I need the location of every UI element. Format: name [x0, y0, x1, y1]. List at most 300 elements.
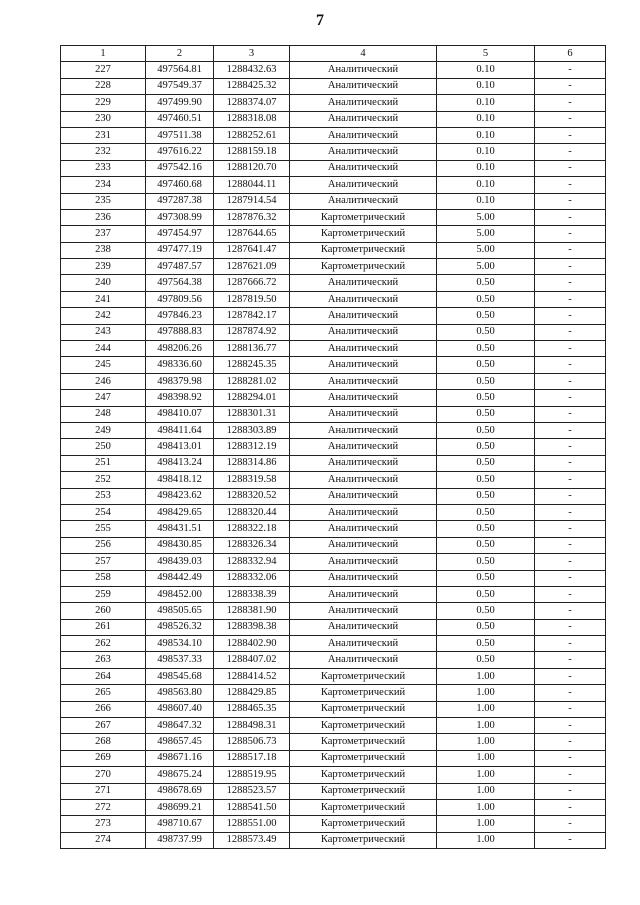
table-row [61, 259, 606, 275]
method-cell: Картометрический [290, 718, 437, 734]
table-body [61, 62, 606, 849]
accuracy-cell: 0.10 [437, 62, 535, 78]
method-cell: Аналитический [290, 308, 437, 324]
method-cell: Картометрический [290, 783, 437, 799]
x-coordinate-cell: 498413.01 [146, 439, 214, 455]
note-cell: - [535, 357, 606, 373]
table-row [61, 439, 606, 455]
point-number-cell: 268 [61, 734, 146, 750]
table-row [61, 373, 606, 389]
x-coordinate-cell: 498647.32 [146, 718, 214, 734]
y-coordinate-cell: 1287842.17 [214, 308, 290, 324]
note-cell: - [535, 62, 606, 78]
column-header: 5 [437, 46, 535, 62]
accuracy-cell: 5.00 [437, 259, 535, 275]
table-row [61, 275, 606, 291]
method-cell: Аналитический [290, 177, 437, 193]
y-coordinate-cell: 1288465.35 [214, 701, 290, 717]
y-coordinate-cell: 1287874.92 [214, 324, 290, 340]
accuracy-cell: 1.00 [437, 734, 535, 750]
note-cell: - [535, 767, 606, 783]
y-coordinate-cell: 1288312.19 [214, 439, 290, 455]
point-number-cell: 252 [61, 472, 146, 488]
table-row [61, 209, 606, 225]
point-number-cell: 256 [61, 537, 146, 553]
note-cell: - [535, 259, 606, 275]
table-row [61, 472, 606, 488]
x-coordinate-cell: 498699.21 [146, 799, 214, 815]
point-number-cell: 253 [61, 488, 146, 504]
method-cell: Аналитический [290, 554, 437, 570]
note-cell: - [535, 455, 606, 471]
y-coordinate-cell: 1288314.86 [214, 455, 290, 471]
x-coordinate-cell: 497499.90 [146, 95, 214, 111]
accuracy-cell: 1.00 [437, 701, 535, 717]
table-row [61, 521, 606, 537]
point-number-cell: 262 [61, 636, 146, 652]
point-number-cell: 239 [61, 259, 146, 275]
note-cell: - [535, 242, 606, 258]
point-number-cell: 241 [61, 291, 146, 307]
x-coordinate-cell: 498430.85 [146, 537, 214, 553]
point-number-cell: 230 [61, 111, 146, 127]
point-number-cell: 233 [61, 160, 146, 176]
table-row [61, 570, 606, 586]
y-coordinate-cell: 1288407.02 [214, 652, 290, 668]
method-cell: Аналитический [290, 160, 437, 176]
method-cell: Картометрический [290, 668, 437, 684]
table-row [61, 685, 606, 701]
y-coordinate-cell: 1288332.94 [214, 554, 290, 570]
y-coordinate-cell: 1288332.06 [214, 570, 290, 586]
point-number-cell: 250 [61, 439, 146, 455]
method-cell: Аналитический [290, 291, 437, 307]
x-coordinate-cell: 498671.16 [146, 750, 214, 766]
method-cell: Аналитический [290, 472, 437, 488]
table-row [61, 767, 606, 783]
y-coordinate-cell: 1288398.38 [214, 619, 290, 635]
x-coordinate-cell: 497564.81 [146, 62, 214, 78]
note-cell: - [535, 127, 606, 143]
point-number-cell: 263 [61, 652, 146, 668]
x-coordinate-cell: 498429.65 [146, 504, 214, 520]
table-row [61, 701, 606, 717]
y-coordinate-cell: 1288322.18 [214, 521, 290, 537]
note-cell: - [535, 652, 606, 668]
point-number-cell: 271 [61, 783, 146, 799]
table-row [61, 111, 606, 127]
point-number-cell: 264 [61, 668, 146, 684]
note-cell: - [535, 619, 606, 635]
x-coordinate-cell: 498439.03 [146, 554, 214, 570]
table-row [61, 619, 606, 635]
x-coordinate-cell: 498452.00 [146, 586, 214, 602]
note-cell: - [535, 799, 606, 815]
x-coordinate-cell: 497477.19 [146, 242, 214, 258]
note-cell: - [535, 668, 606, 684]
y-coordinate-cell: 1288294.01 [214, 390, 290, 406]
accuracy-cell: 0.50 [437, 341, 535, 357]
column-header: 4 [290, 46, 437, 62]
method-cell: Аналитический [290, 521, 437, 537]
method-cell: Аналитический [290, 324, 437, 340]
note-cell: - [535, 422, 606, 438]
y-coordinate-cell: 1288320.44 [214, 504, 290, 520]
method-cell: Картометрический [290, 799, 437, 815]
y-coordinate-cell: 1287914.54 [214, 193, 290, 209]
accuracy-cell: 0.50 [437, 504, 535, 520]
method-cell: Аналитический [290, 341, 437, 357]
y-coordinate-cell: 1288159.18 [214, 144, 290, 160]
note-cell: - [535, 308, 606, 324]
method-cell: Картометрический [290, 767, 437, 783]
y-coordinate-cell: 1288506.73 [214, 734, 290, 750]
point-number-cell: 247 [61, 390, 146, 406]
accuracy-cell: 0.10 [437, 127, 535, 143]
x-coordinate-cell: 497888.83 [146, 324, 214, 340]
x-coordinate-cell: 498505.65 [146, 603, 214, 619]
method-cell: Картометрический [290, 226, 437, 242]
method-cell: Аналитический [290, 78, 437, 94]
x-coordinate-cell: 498710.67 [146, 816, 214, 832]
accuracy-cell: 0.50 [437, 472, 535, 488]
note-cell: - [535, 685, 606, 701]
y-coordinate-cell: 1288402.90 [214, 636, 290, 652]
point-number-cell: 272 [61, 799, 146, 815]
method-cell: Картометрический [290, 209, 437, 225]
note-cell: - [535, 144, 606, 160]
y-coordinate-cell: 1288318.08 [214, 111, 290, 127]
point-number-cell: 248 [61, 406, 146, 422]
note-cell: - [535, 586, 606, 602]
method-cell: Картометрический [290, 701, 437, 717]
method-cell: Картометрический [290, 734, 437, 750]
accuracy-cell: 1.00 [437, 832, 535, 848]
table-row [61, 832, 606, 848]
x-coordinate-cell: 498413.24 [146, 455, 214, 471]
point-number-cell: 227 [61, 62, 146, 78]
x-coordinate-cell: 498675.24 [146, 767, 214, 783]
method-cell: Аналитический [290, 373, 437, 389]
table-row [61, 291, 606, 307]
x-coordinate-cell: 498442.49 [146, 570, 214, 586]
method-cell: Аналитический [290, 144, 437, 160]
accuracy-cell: 0.50 [437, 619, 535, 635]
accuracy-cell: 1.00 [437, 799, 535, 815]
column-header: 3 [214, 46, 290, 62]
note-cell: - [535, 209, 606, 225]
method-cell: Аналитический [290, 570, 437, 586]
note-cell: - [535, 472, 606, 488]
method-cell: Аналитический [290, 406, 437, 422]
accuracy-cell: 0.10 [437, 177, 535, 193]
x-coordinate-cell: 498418.12 [146, 472, 214, 488]
x-coordinate-cell: 498657.45 [146, 734, 214, 750]
y-coordinate-cell: 1288374.07 [214, 95, 290, 111]
table-row [61, 242, 606, 258]
point-number-cell: 235 [61, 193, 146, 209]
point-number-cell: 273 [61, 816, 146, 832]
y-coordinate-cell: 1288414.52 [214, 668, 290, 684]
y-coordinate-cell: 1287819.50 [214, 291, 290, 307]
table-row [61, 177, 606, 193]
x-coordinate-cell: 497846.23 [146, 308, 214, 324]
note-cell: - [535, 750, 606, 766]
accuracy-cell: 0.50 [437, 275, 535, 291]
point-number-cell: 244 [61, 341, 146, 357]
note-cell: - [535, 488, 606, 504]
y-coordinate-cell: 1287621.09 [214, 259, 290, 275]
accuracy-cell: 1.00 [437, 767, 535, 783]
table-row [61, 357, 606, 373]
point-number-cell: 243 [61, 324, 146, 340]
table-row [61, 226, 606, 242]
coordinates-table [60, 45, 606, 849]
method-cell: Аналитический [290, 390, 437, 406]
point-number-cell: 251 [61, 455, 146, 471]
method-cell: Картометрический [290, 242, 437, 258]
accuracy-cell: 5.00 [437, 209, 535, 225]
column-header: 6 [535, 46, 606, 62]
x-coordinate-cell: 498607.40 [146, 701, 214, 717]
x-coordinate-cell: 498431.51 [146, 521, 214, 537]
accuracy-cell: 0.50 [437, 406, 535, 422]
y-coordinate-cell: 1288044.11 [214, 177, 290, 193]
note-cell: - [535, 275, 606, 291]
method-cell: Аналитический [290, 504, 437, 520]
accuracy-cell: 0.50 [437, 521, 535, 537]
x-coordinate-cell: 498336.60 [146, 357, 214, 373]
x-coordinate-cell: 498545.68 [146, 668, 214, 684]
y-coordinate-cell: 1287876.32 [214, 209, 290, 225]
note-cell: - [535, 521, 606, 537]
method-cell: Аналитический [290, 193, 437, 209]
point-number-cell: 255 [61, 521, 146, 537]
y-coordinate-cell: 1288303.89 [214, 422, 290, 438]
y-coordinate-cell: 1288551.00 [214, 816, 290, 832]
x-coordinate-cell: 497460.51 [146, 111, 214, 127]
point-number-cell: 265 [61, 685, 146, 701]
x-coordinate-cell: 497454.97 [146, 226, 214, 242]
note-cell: - [535, 78, 606, 94]
table-row [61, 734, 606, 750]
accuracy-cell: 0.50 [437, 439, 535, 455]
x-coordinate-cell: 498423.62 [146, 488, 214, 504]
x-coordinate-cell: 498537.33 [146, 652, 214, 668]
y-coordinate-cell: 1288338.39 [214, 586, 290, 602]
method-cell: Аналитический [290, 488, 437, 504]
accuracy-cell: 0.10 [437, 160, 535, 176]
accuracy-cell: 0.50 [437, 554, 535, 570]
note-cell: - [535, 701, 606, 717]
y-coordinate-cell: 1288320.52 [214, 488, 290, 504]
method-cell: Аналитический [290, 275, 437, 291]
x-coordinate-cell: 498534.10 [146, 636, 214, 652]
y-coordinate-cell: 1288326.34 [214, 537, 290, 553]
note-cell: - [535, 537, 606, 553]
x-coordinate-cell: 498737.99 [146, 832, 214, 848]
point-number-cell: 237 [61, 226, 146, 242]
accuracy-cell: 0.50 [437, 373, 535, 389]
accuracy-cell: 0.50 [437, 455, 535, 471]
x-coordinate-cell: 498410.07 [146, 406, 214, 422]
method-cell: Аналитический [290, 652, 437, 668]
accuracy-cell: 1.00 [437, 816, 535, 832]
point-number-cell: 258 [61, 570, 146, 586]
note-cell: - [535, 324, 606, 340]
point-number-cell: 259 [61, 586, 146, 602]
table-header-row [61, 46, 606, 62]
note-cell: - [535, 111, 606, 127]
table-row [61, 488, 606, 504]
accuracy-cell: 0.50 [437, 636, 535, 652]
table-row [61, 390, 606, 406]
accuracy-cell: 0.10 [437, 193, 535, 209]
table-row [61, 816, 606, 832]
method-cell: Аналитический [290, 62, 437, 78]
note-cell: - [535, 406, 606, 422]
table-row [61, 504, 606, 520]
accuracy-cell: 0.50 [437, 570, 535, 586]
table-row [61, 636, 606, 652]
accuracy-cell: 0.50 [437, 390, 535, 406]
y-coordinate-cell: 1288519.95 [214, 767, 290, 783]
accuracy-cell: 0.50 [437, 603, 535, 619]
method-cell: Аналитический [290, 636, 437, 652]
x-coordinate-cell: 497511.38 [146, 127, 214, 143]
y-coordinate-cell: 1288120.70 [214, 160, 290, 176]
table-row [61, 537, 606, 553]
point-number-cell: 238 [61, 242, 146, 258]
accuracy-cell: 0.50 [437, 291, 535, 307]
point-number-cell: 257 [61, 554, 146, 570]
point-number-cell: 267 [61, 718, 146, 734]
table-row [61, 718, 606, 734]
note-cell: - [535, 816, 606, 832]
note-cell: - [535, 718, 606, 734]
x-coordinate-cell: 498563.80 [146, 685, 214, 701]
note-cell: - [535, 570, 606, 586]
method-cell: Аналитический [290, 603, 437, 619]
x-coordinate-cell: 497487.57 [146, 259, 214, 275]
method-cell: Аналитический [290, 586, 437, 602]
note-cell: - [535, 832, 606, 848]
accuracy-cell: 1.00 [437, 668, 535, 684]
y-coordinate-cell: 1287641.47 [214, 242, 290, 258]
page-number: 7 [316, 12, 324, 29]
note-cell: - [535, 554, 606, 570]
x-coordinate-cell: 497809.56 [146, 291, 214, 307]
note-cell: - [535, 373, 606, 389]
x-coordinate-cell: 497564.38 [146, 275, 214, 291]
method-cell: Аналитический [290, 422, 437, 438]
note-cell: - [535, 734, 606, 750]
point-number-cell: 246 [61, 373, 146, 389]
accuracy-cell: 0.50 [437, 324, 535, 340]
x-coordinate-cell: 498398.92 [146, 390, 214, 406]
accuracy-cell: 0.10 [437, 78, 535, 94]
x-coordinate-cell: 497549.37 [146, 78, 214, 94]
accuracy-cell: 5.00 [437, 242, 535, 258]
table-row [61, 455, 606, 471]
accuracy-cell: 1.00 [437, 718, 535, 734]
note-cell: - [535, 95, 606, 111]
table-row [61, 144, 606, 160]
note-cell: - [535, 160, 606, 176]
y-coordinate-cell: 1288281.02 [214, 373, 290, 389]
note-cell: - [535, 504, 606, 520]
method-cell: Картометрический [290, 685, 437, 701]
y-coordinate-cell: 1288429.85 [214, 685, 290, 701]
table-row [61, 652, 606, 668]
accuracy-cell: 1.00 [437, 685, 535, 701]
y-coordinate-cell: 1287644.65 [214, 226, 290, 242]
y-coordinate-cell: 1288245.35 [214, 357, 290, 373]
method-cell: Аналитический [290, 439, 437, 455]
table-row [61, 750, 606, 766]
accuracy-cell: 0.10 [437, 111, 535, 127]
y-coordinate-cell: 1288301.31 [214, 406, 290, 422]
point-number-cell: 260 [61, 603, 146, 619]
x-coordinate-cell: 498526.32 [146, 619, 214, 635]
note-cell: - [535, 193, 606, 209]
x-coordinate-cell: 497460.68 [146, 177, 214, 193]
table-row [61, 603, 606, 619]
accuracy-cell: 0.50 [437, 422, 535, 438]
table-row [61, 586, 606, 602]
y-coordinate-cell: 1288136.77 [214, 341, 290, 357]
point-number-cell: 245 [61, 357, 146, 373]
table-row [61, 668, 606, 684]
x-coordinate-cell: 498411.64 [146, 422, 214, 438]
method-cell: Картометрический [290, 816, 437, 832]
y-coordinate-cell: 1288498.31 [214, 718, 290, 734]
method-cell: Аналитический [290, 619, 437, 635]
table-row [61, 160, 606, 176]
note-cell: - [535, 291, 606, 307]
note-cell: - [535, 783, 606, 799]
y-coordinate-cell: 1287666.72 [214, 275, 290, 291]
point-number-cell: 240 [61, 275, 146, 291]
method-cell: Аналитический [290, 111, 437, 127]
accuracy-cell: 1.00 [437, 750, 535, 766]
y-coordinate-cell: 1288517.18 [214, 750, 290, 766]
column-header: 1 [61, 46, 146, 62]
note-cell: - [535, 226, 606, 242]
note-cell: - [535, 341, 606, 357]
point-number-cell: 234 [61, 177, 146, 193]
accuracy-cell: 0.50 [437, 652, 535, 668]
table-row [61, 783, 606, 799]
note-cell: - [535, 177, 606, 193]
table-row [61, 324, 606, 340]
note-cell: - [535, 439, 606, 455]
x-coordinate-cell: 497287.38 [146, 193, 214, 209]
y-coordinate-cell: 1288573.49 [214, 832, 290, 848]
x-coordinate-cell: 498379.98 [146, 373, 214, 389]
y-coordinate-cell: 1288425.32 [214, 78, 290, 94]
table-row [61, 341, 606, 357]
accuracy-cell: 5.00 [437, 226, 535, 242]
method-cell: Аналитический [290, 455, 437, 471]
table-row [61, 193, 606, 209]
method-cell: Картометрический [290, 832, 437, 848]
x-coordinate-cell: 497616.22 [146, 144, 214, 160]
point-number-cell: 231 [61, 127, 146, 143]
table-row [61, 406, 606, 422]
method-cell: Аналитический [290, 127, 437, 143]
accuracy-cell: 0.50 [437, 488, 535, 504]
